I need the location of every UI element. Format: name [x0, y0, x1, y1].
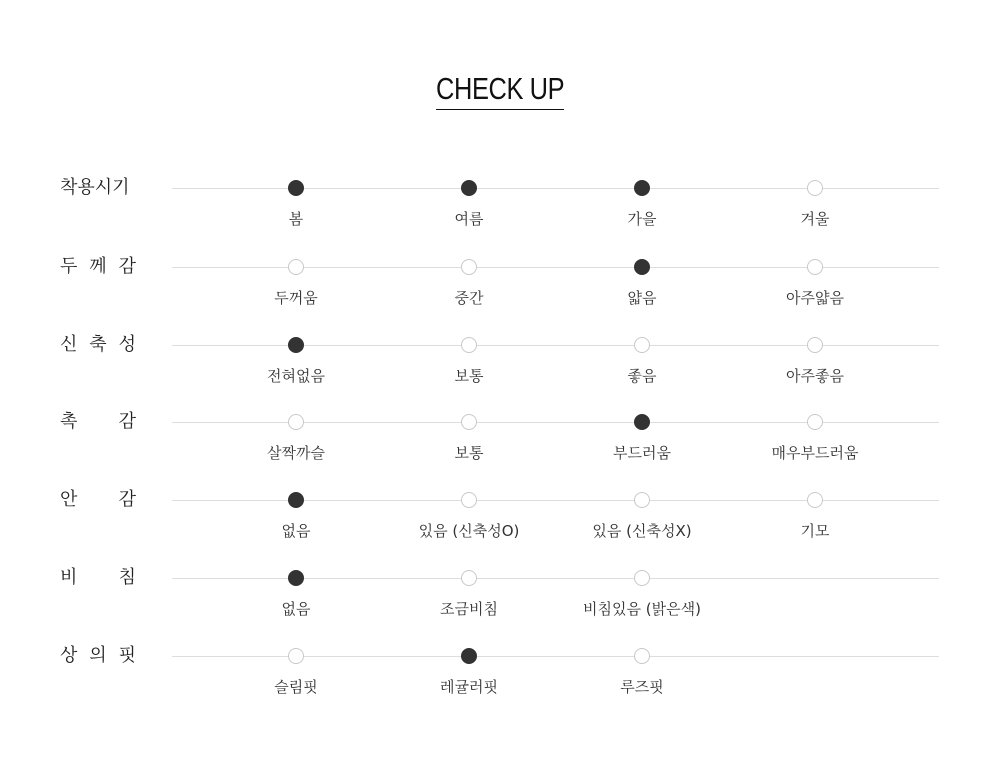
row-label-text: 성 — [118, 334, 136, 355]
row-label-text: 신 — [60, 334, 78, 355]
option-label: 없음 — [281, 600, 311, 618]
unselected-dot-icon — [807, 259, 823, 275]
option-label: 보통 — [454, 444, 484, 462]
row-label — [60, 177, 136, 199]
selected-dot-icon — [288, 492, 304, 508]
option-label: 아주좋음 — [786, 367, 844, 385]
option-label: 보통 — [454, 367, 484, 385]
unselected-dot-icon — [461, 414, 477, 430]
page-title: CHECK UP — [436, 72, 564, 110]
unselected-dot-icon — [634, 570, 650, 586]
selected-dot-icon — [288, 337, 304, 353]
row-label — [60, 645, 136, 667]
option-label: 없음 — [281, 522, 311, 540]
option-label: 겨울 — [800, 210, 830, 228]
option-label: 매우부드러움 — [771, 444, 859, 462]
checkup-row — [0, 334, 1000, 405]
unselected-dot-icon — [461, 492, 477, 508]
unselected-dot-icon — [288, 259, 304, 275]
selected-dot-icon — [461, 648, 477, 664]
option-label: 있음 (신축성X) — [592, 522, 692, 540]
unselected-dot-icon — [461, 570, 477, 586]
selected-dot-icon — [634, 259, 650, 275]
row-label-text: 침 — [118, 567, 136, 588]
unselected-dot-icon — [288, 648, 304, 664]
row-label-text: 의 — [89, 645, 107, 666]
option-label: 봄 — [288, 210, 304, 228]
row-label-text: 비 — [60, 567, 78, 588]
unselected-dot-icon — [807, 337, 823, 353]
row-label — [60, 411, 136, 433]
option-label: 조금비침 — [440, 600, 498, 618]
option-label: 살짝까슬 — [267, 444, 325, 462]
row-label-text: 핏 — [118, 645, 136, 666]
unselected-dot-icon — [634, 337, 650, 353]
selected-dot-icon — [288, 570, 304, 586]
row-label — [60, 567, 136, 589]
option-label: 좋음 — [627, 367, 657, 385]
unselected-dot-icon — [807, 492, 823, 508]
title-wrap — [0, 72, 1000, 110]
row-label-text: 감 — [118, 256, 136, 277]
selected-dot-icon — [288, 180, 304, 196]
option-label: 얇음 — [627, 289, 657, 307]
option-label: 비침있음 (밝은색) — [583, 600, 701, 618]
checkup-row — [0, 489, 1000, 560]
option-label: 두꺼움 — [274, 289, 318, 307]
row-label-text: 께 — [89, 256, 107, 277]
option-label: 가을 — [627, 210, 657, 228]
row-label — [60, 489, 136, 511]
selected-dot-icon — [634, 414, 650, 430]
row-label — [60, 256, 136, 278]
row-label-text: 상 — [60, 645, 78, 666]
row-label-text: 촉 — [60, 411, 78, 432]
unselected-dot-icon — [461, 337, 477, 353]
row-label-text: 감 — [118, 411, 136, 432]
option-label: 루즈핏 — [620, 678, 664, 696]
option-label: 부드러움 — [613, 444, 671, 462]
row-label-text: 축 — [89, 334, 107, 355]
row-label — [60, 334, 136, 356]
checkup-row — [0, 411, 1000, 482]
unselected-dot-icon — [461, 259, 477, 275]
option-label: 기모 — [800, 522, 830, 540]
row-label-text: 착용시기 — [60, 177, 130, 198]
option-label: 중간 — [454, 289, 484, 307]
row-label-text: 안 — [60, 489, 78, 510]
checkup-row — [0, 567, 1000, 638]
option-label: 전혀없음 — [267, 367, 325, 385]
unselected-dot-icon — [288, 414, 304, 430]
checkup-row — [0, 177, 1000, 248]
option-label: 아주얇음 — [786, 289, 844, 307]
checkup-row — [0, 645, 1000, 716]
option-label: 있음 (신축성O) — [418, 522, 520, 540]
row-label-text: 두 — [60, 256, 78, 277]
checkup-row — [0, 256, 1000, 327]
unselected-dot-icon — [634, 492, 650, 508]
selected-dot-icon — [634, 180, 650, 196]
row-label-text: 감 — [118, 489, 136, 510]
unselected-dot-icon — [807, 180, 823, 196]
unselected-dot-icon — [807, 414, 823, 430]
unselected-dot-icon — [634, 648, 650, 664]
option-label: 레귤러핏 — [440, 678, 498, 696]
option-label: 슬림핏 — [274, 678, 318, 696]
option-label: 여름 — [454, 210, 484, 228]
selected-dot-icon — [461, 180, 477, 196]
